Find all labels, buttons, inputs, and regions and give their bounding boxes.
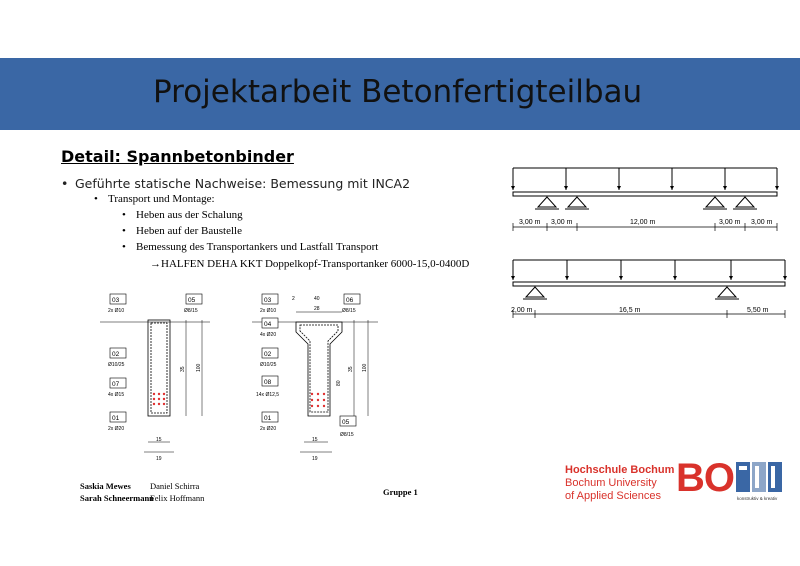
- arrow-line: →HALFEN DEHA KKT Doppelkopf-Transportanker 6000-15,0-0400D: [150, 258, 470, 270]
- bullet-2: • Transport und Montage:: [94, 193, 215, 205]
- pos-label: 03: [264, 297, 272, 304]
- cross-section-left: [100, 290, 230, 470]
- bullet-3b: • Heben auf der Baustelle: [122, 225, 242, 237]
- span-label-top-1: 3,00 m: [519, 219, 541, 226]
- dim-label: 40: [314, 296, 320, 302]
- author-name: Sarah Schneermann: [80, 493, 154, 503]
- pos-label: 04: [264, 321, 272, 328]
- dim-label: 100: [362, 363, 368, 372]
- university-name-en-2: of Applied Sciences: [565, 490, 662, 502]
- pos-label: 01: [112, 415, 120, 422]
- span-label-bottom-3: 5,50 m: [747, 307, 769, 314]
- span-label-bottom-2: 16,5 m: [619, 307, 641, 314]
- author-name: Felix Hoffmann: [150, 493, 205, 503]
- dim-label: 28: [314, 306, 320, 312]
- pos-label: 03: [112, 297, 120, 304]
- dim-label: 19: [312, 456, 318, 462]
- author-name: Daniel Schirra: [150, 481, 200, 491]
- pos-label: 02: [264, 351, 272, 358]
- beam-diagram-bottom: [505, 252, 795, 322]
- pos-label: 01: [264, 415, 272, 422]
- section-heading: Detail: Spannbetonbinder: [61, 147, 294, 166]
- bullet-1-text: Geführte statische Nachweise: Bemessung mit INCA2: [75, 176, 411, 191]
- dim-label: 19: [156, 456, 162, 462]
- rebar-label: 2x Ø20: [260, 426, 277, 432]
- dim-label: 100: [196, 363, 202, 372]
- rebar-label: Ø8/15: [184, 308, 198, 314]
- span-label-top-5: 3,00 m: [751, 219, 773, 226]
- beam-diagram-top: [505, 160, 795, 238]
- rebar-label: 14x Ø12,5: [256, 392, 280, 398]
- fdb-tagline: konstruktiv & kreativ: [737, 496, 778, 501]
- bullet-3a-text: Heben aus der Schalung: [136, 209, 243, 221]
- bullet-3b-text: Heben auf der Baustelle: [136, 225, 242, 237]
- dim-label: 35: [180, 366, 186, 372]
- span-label-bottom-1: 2,00 m: [511, 307, 533, 314]
- pos-label: 08: [264, 379, 272, 386]
- names-column-2: [150, 480, 204, 504]
- bullet-3a: • Heben aus der Schalung: [122, 209, 243, 221]
- dim-label: 15: [312, 437, 318, 443]
- rebar-label: Ø8/15: [340, 432, 354, 438]
- university-name-en-1: Bochum University: [565, 477, 657, 489]
- pos-label: 06: [346, 297, 354, 304]
- rebar-label: 4x Ø15: [108, 392, 125, 398]
- rebar-label: Ø8/15: [342, 308, 356, 314]
- university-name: Hochschule Bochum: [565, 464, 675, 476]
- names-column-1: [80, 480, 154, 504]
- rebar-label: Ø10/25: [108, 362, 125, 368]
- cross-section-right: [252, 290, 392, 470]
- pos-label: 05: [188, 297, 196, 304]
- span-label-top-4: 3,00 m: [719, 219, 741, 226]
- dim-label: 35: [348, 366, 354, 372]
- page-title: Projektarbeit Betonfertigteilbau: [153, 74, 643, 110]
- span-label-top-2: 3,00 m: [551, 219, 573, 226]
- group-label: Gruppe 1: [383, 487, 418, 497]
- author-name: Saskia Mewes: [80, 481, 131, 491]
- fdb-logo-icon: [736, 462, 788, 498]
- dim-label: 15: [156, 437, 162, 443]
- rebar-label: 2x Ø20: [108, 426, 125, 432]
- pos-label: 05: [342, 419, 350, 426]
- dim-label: 2: [292, 296, 295, 302]
- rebar-label: 2x Ø10: [108, 308, 125, 314]
- bullet-2-text: Transport und Montage:: [108, 193, 215, 205]
- bullet-3c: • Bemessung des Transportankers und Lastfall Transport: [122, 241, 379, 253]
- rebar-label: 4x Ø20: [260, 332, 277, 338]
- rebar-label: 2x Ø10: [260, 308, 277, 314]
- dim-label: 80: [336, 380, 342, 386]
- rebar-label: Ø10/25: [260, 362, 277, 368]
- pos-label: 07: [112, 381, 120, 388]
- span-label-top-3: 12,00 m: [630, 219, 656, 226]
- pos-label: 02: [112, 351, 120, 358]
- bullet-3c-text: Bemessung des Transportankers und Lastfall Transport: [136, 241, 379, 253]
- bo-logo: BO: [676, 456, 734, 500]
- bullet-1: • Geführte statische Nachweise: Bemessung mit INCA2: [61, 176, 411, 191]
